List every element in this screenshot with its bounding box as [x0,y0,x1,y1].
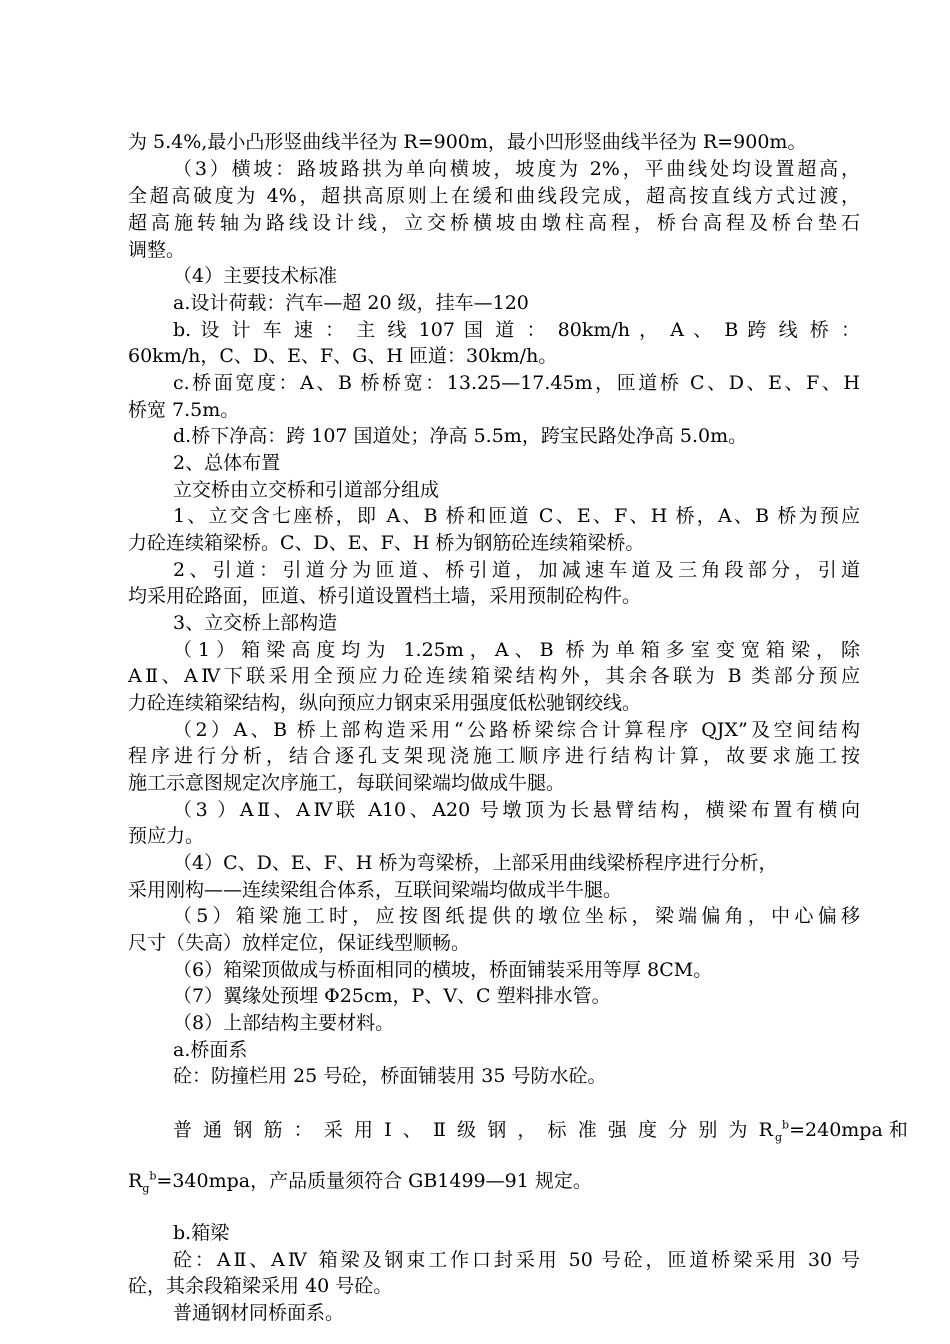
text-line: 2、引道：引道分为匝道、桥引道，加减速车道及三角段部分，引道 [173,559,860,581]
superscript: b [149,1169,157,1183]
text-line: （5）箱梁施工时，应按图纸提供的墩位坐标，梁端偏角，中心偏移 [173,905,860,927]
subsection-heading: b.箱梁 [173,1222,230,1244]
text-line: 程序进行分析，结合逐孔支架现浇施工顺序进行结构计算，故要求施工按 [128,745,860,767]
text-line: 砼：AⅡ、AⅣ 箱梁及钢束工作口封采用 50 号砼，匝道桥梁采用 30 号 [173,1249,860,1271]
superscript: b [782,1118,790,1132]
text-line: （8）上部结构主要材料。 [173,1012,395,1034]
text-fragment: =240mpa 和 [789,1119,908,1141]
subscript: g [775,1130,783,1144]
text-line: 全超高破度为 4%，超拱高原则上在缓和曲线段完成，超高按直线方式过渡， [128,185,860,207]
text-line: （4）C、D、E、F、H 桥为弯梁桥，上部采用曲线梁桥程序进行分析， [173,852,778,874]
text-line: 砼：防撞栏用 25 号砼，桥面铺装用 35 号防水砼。 [173,1065,607,1087]
text-line: AⅡ、AⅣ下联采用全预应力砼连续箱梁结构外，其余各联为 B 类部分预应 [128,665,860,687]
section-heading: （4）主要技术标准 [173,265,338,287]
text-line: 砼，其余段箱梁采用 40 号砼。 [128,1275,393,1297]
text-line: 力砼连续箱梁桥。C、D、E、F、H 桥为钢筋砼连续箱梁桥。 [128,532,645,554]
text-line: （1）箱梁高度均为 1.25m，A、B 桥为单箱多室变宽箱梁，除 [173,639,860,661]
section-heading: 3、立交桥上部构造 [173,612,338,634]
text-line: 60km/h，C、D、E、F、G、H 匝道：30km/h。 [128,345,558,367]
section-heading: 2、总体布置 [173,452,281,474]
text-line: 1、立交含七座桥，即 A、B 桥和匝道 C、E、F、H 桥，A、B 桥为预应 [173,505,860,527]
text-line: （7）翼缘处预埋 Φ25cm，P、V、C 塑料排水管。 [173,985,611,1007]
text-line: c.桥面宽度：A、B 桥桥宽：13.25—17.45m，匝道桥 C、D、E、F、H [173,372,860,394]
text-line: 为 5.4%,最小凸形竖曲线半径为 R=900m，最小凹形竖曲线半径为 R=900m。 [128,131,807,153]
text-line: 预应力。 [128,825,205,847]
text-line: d.桥下净高：跨 107 国道处；净高 5.5m，跨宝民路处净高 5.0m。 [173,425,748,447]
text-fragment: =340mpa，产品质量须符合 GB1499—91 规定。 [156,1170,592,1192]
text-line: 调整。 [128,239,186,261]
text-line: 桥宽 7.5m。 [128,399,240,421]
subsection-heading: a.桥面系 [173,1039,248,1061]
text-line: （2）A、B 桥上部构造采用“公路桥梁综合计算程序 QJX”及空间结构 [173,719,860,741]
formula-rgb-1 [775,1117,908,1144]
text-line: 均采用砼路面，匝道、桥引道设置档土墙，采用预制砼构件。 [128,585,642,607]
text-line: 力砼连续箱梁结构，纵向预应力钢束采用强度低松驰钢绞线。 [128,692,642,714]
text-line: b. 设 计 车 速 ： 主 线 107 国 道 ： 80km/h ， A 、 B 跨 线 桥 ： [173,319,860,341]
text-line [128,1168,860,1195]
text-line: （3 ）AⅡ、AⅣ联 A10、A20 号墩顶为长悬臂结构，横梁布置有横向 [173,799,860,821]
text-line: （6）箱梁顶做成与桥面相同的横坡，桥面铺装采用等厚 8CM。 [173,959,713,981]
text-line: （3）横坡：路坡路拱为单向横坡，坡度为 2%，平曲线处均设置超高， [173,158,860,180]
text-line: 采用刚构——连续梁组合体系，互联间梁端均做成半牛腿。 [128,879,623,901]
subscript: g [142,1181,150,1195]
text-line: 立交桥由立交桥和引道部分组成 [173,479,440,501]
text-line: 普通钢材同桥面系。 [173,1302,345,1324]
text-line: 超高施转轴为路线设计线，立交桥横坡由墩柱高程，桥台高程及桥台垫石 [128,212,860,234]
text-line: 普 通 钢 筋 ： 采 用 Ⅰ 、 Ⅱ 级 钢 ， 标 准 强 度 分 别 为 R [173,1119,773,1141]
text-fragment: R [128,1170,143,1192]
text-line: 尺寸（失高）放样定位，保证线型顺畅。 [128,932,471,954]
text-line: 施工示意图规定次序施工，每联间梁端均做成牛腿。 [128,772,566,794]
text-line: a.设计荷载：汽车—超 20 级，挂车—120 [173,292,529,314]
